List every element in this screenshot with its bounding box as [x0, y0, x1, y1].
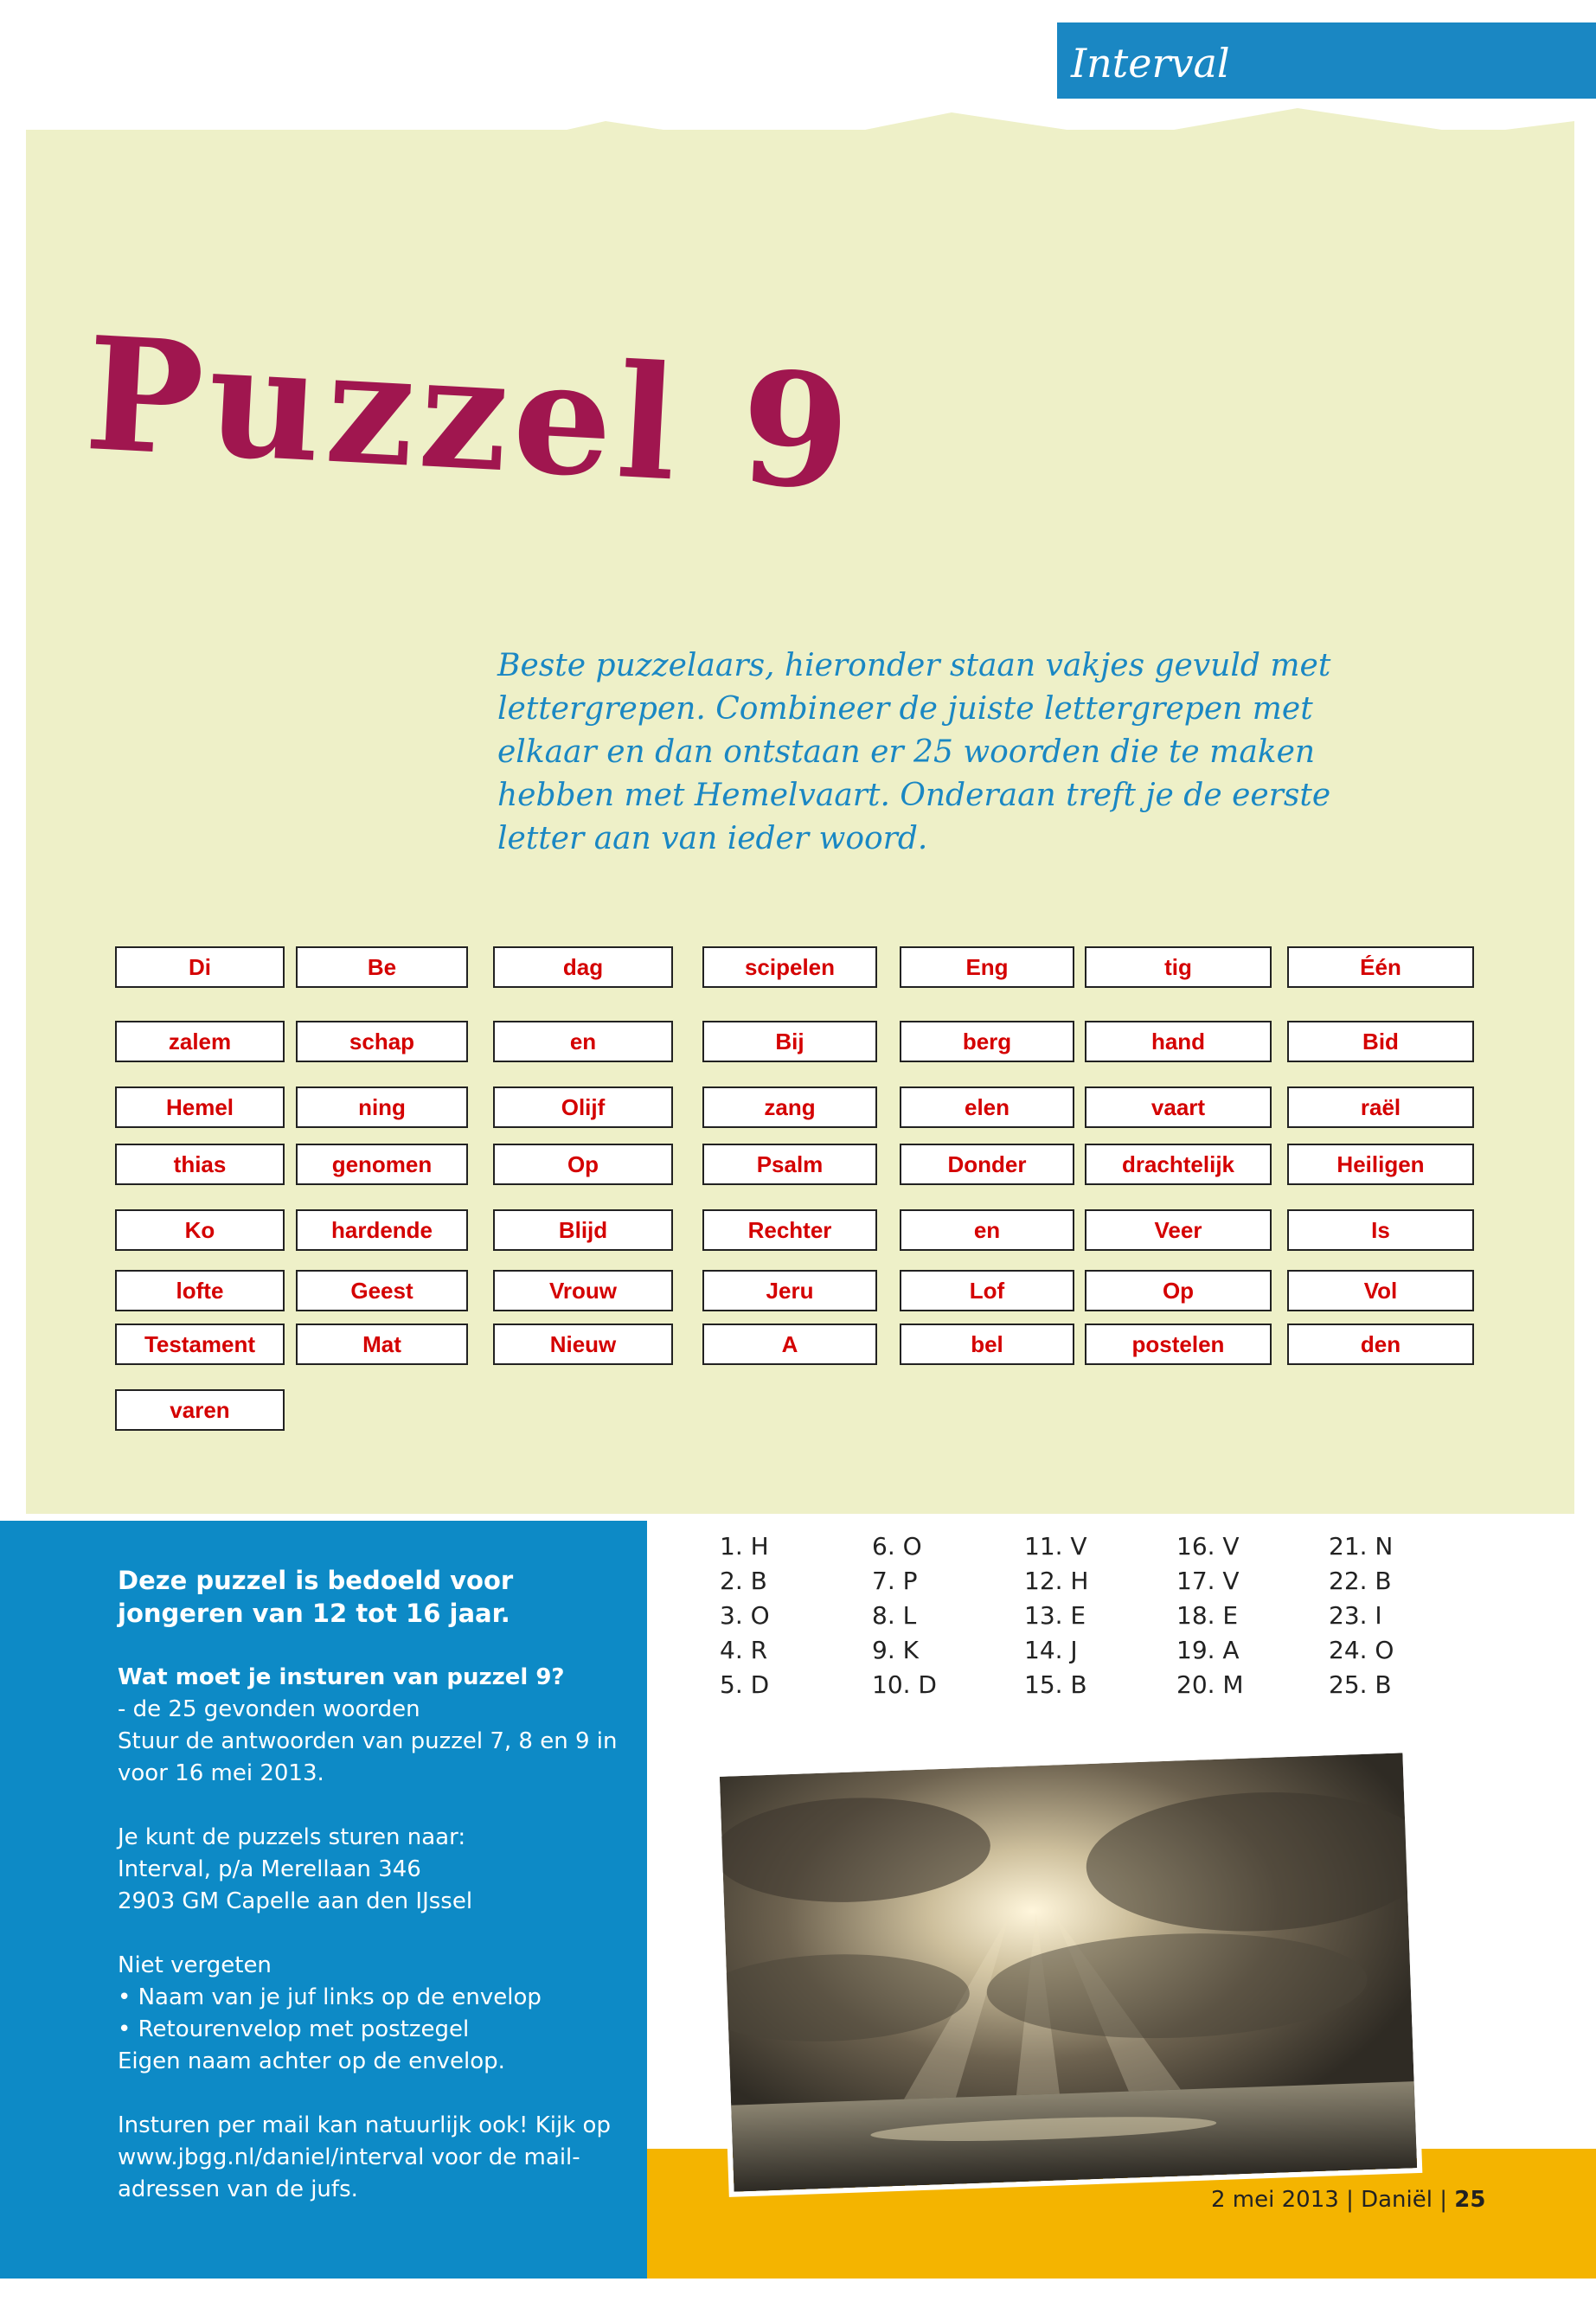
- answer-item: 18. E: [1176, 1601, 1239, 1630]
- answer-item: 12. H: [1024, 1567, 1089, 1595]
- syllable-cell: Vrouw: [493, 1270, 673, 1311]
- syllable-cell: vaart: [1085, 1086, 1272, 1128]
- syllable-cell: en: [493, 1021, 673, 1062]
- answer-item: 19. A: [1176, 1636, 1240, 1664]
- answer-item: 9. K: [872, 1636, 919, 1664]
- syllable-cell: varen: [115, 1389, 285, 1431]
- syllable-cell: drachtelijk: [1085, 1144, 1272, 1185]
- syllable-cell: Hemel: [115, 1086, 285, 1128]
- answer-item: 7. P: [872, 1567, 918, 1595]
- answers-col-3: [1024, 1529, 1088, 1702]
- syllable-cell: Donder: [900, 1144, 1074, 1185]
- answers-col-2: [872, 1529, 937, 1702]
- syllable-cell: schap: [296, 1021, 468, 1062]
- address-line-1: Interval, p/a Merellaan 346: [118, 1856, 421, 1882]
- syllable-cell: Lof: [900, 1270, 1074, 1311]
- syllable-cell: scipelen: [702, 946, 877, 988]
- page-number: 25: [1454, 2187, 1486, 2213]
- footer-separator: |: [1439, 2187, 1447, 2213]
- deadline-line-2: voor 16 mei 2013.: [118, 1760, 324, 1786]
- mail-line-3: adressen van de jufs.: [118, 2176, 358, 2202]
- answer-item: 8. L: [872, 1601, 917, 1630]
- syllable-cell: Heiligen: [1287, 1144, 1474, 1185]
- syllable-cell: Op: [1085, 1270, 1272, 1311]
- answer-item: 10. D: [872, 1670, 937, 1699]
- page-footer: [1211, 2187, 1485, 2213]
- syllable-cell: hardende: [296, 1209, 468, 1251]
- own-name: Eigen naam achter op de envelop.: [118, 2048, 505, 2074]
- syllable-cell: Rechter: [702, 1209, 877, 1251]
- bullet-2: • Retourenvelop met postzegel: [118, 2016, 470, 2042]
- syllable-cell: den: [1287, 1324, 1474, 1365]
- syllable-cell: A: [702, 1324, 877, 1365]
- answer-item: 6. O: [872, 1532, 922, 1561]
- answer-item: 2. B: [720, 1567, 767, 1595]
- remember-heading: Niet vergeten: [118, 1952, 272, 1978]
- answer-item: 16. V: [1176, 1532, 1240, 1561]
- syllable-cell: Jeru: [702, 1270, 877, 1311]
- answer-item: 22. B: [1329, 1567, 1392, 1595]
- answer-item: 25. B: [1329, 1670, 1392, 1699]
- info-text: [118, 1564, 637, 2206]
- syllable-cell: Is: [1287, 1209, 1474, 1251]
- bullet-1: • Naam van je juf links op de envelop: [118, 1984, 542, 2010]
- syllable-cell: tig: [1085, 946, 1272, 988]
- answers-col-5: [1329, 1529, 1394, 1702]
- syllable-cell: dag: [493, 946, 673, 988]
- syllable-cell: Be: [296, 946, 468, 988]
- syllable-cell: Bid: [1287, 1021, 1474, 1062]
- syllable-cell: elen: [900, 1086, 1074, 1128]
- syllable-cell: en: [900, 1209, 1074, 1251]
- footer-separator: |: [1346, 2187, 1354, 2213]
- page-title: Puzzel 9: [80, 303, 860, 526]
- syllable-cell: thias: [115, 1144, 285, 1185]
- syllable-cell: Olijf: [493, 1086, 673, 1128]
- address-line-2: 2903 GM Capelle aan den IJssel: [118, 1888, 473, 1914]
- syllable-cell: zang: [702, 1086, 877, 1128]
- question-heading: Wat moet je insturen van puzzel 9?: [118, 1664, 565, 1690]
- mail-line-1: Insturen per mail kan natuurlijk ook! Kijk op: [118, 2112, 611, 2138]
- deadline-line-1: Stuur de antwoorden van puzzel 7, 8 en 9 in: [118, 1728, 618, 1754]
- syllable-cell: Di: [115, 946, 285, 988]
- syllable-cell: lofte: [115, 1270, 285, 1311]
- answer-item: 17. V: [1176, 1567, 1240, 1595]
- answer-item: 1. H: [720, 1532, 769, 1561]
- section-header: [1057, 22, 1596, 99]
- answer-item: 21. N: [1329, 1532, 1394, 1561]
- syllable-cell: Veer: [1085, 1209, 1272, 1251]
- syllable-cell: berg: [900, 1021, 1074, 1062]
- syllable-cell: Eng: [900, 946, 1074, 988]
- answer-item: 4. R: [720, 1636, 768, 1664]
- answer-item: 14. J: [1024, 1636, 1078, 1664]
- syllable-cell: Nieuw: [493, 1324, 673, 1365]
- issue-date: 2 mei 2013: [1211, 2187, 1339, 2213]
- section-title: Interval: [1071, 40, 1230, 87]
- answer-item: 20. M: [1176, 1670, 1244, 1699]
- intro-text: Beste puzzelaars, hieronder staan vakjes gevuld met lettergrepen. Combineer de juiste lettergrepen met elkaar en dan ontstaan er 25 woorden die te maken hebben met Hemelvaart. Onderaan treft je de eerste letter aan van ieder woord.: [497, 648, 1331, 856]
- syllable-cell: Op: [493, 1144, 673, 1185]
- answer-item: 24. O: [1329, 1636, 1394, 1664]
- syllable-cell: Psalm: [702, 1144, 877, 1185]
- syllable-cell: zalem: [115, 1021, 285, 1062]
- syllable-cell: Testament: [115, 1324, 285, 1365]
- syllable-cell: postelen: [1085, 1324, 1272, 1365]
- syllable-cell: Één: [1287, 946, 1474, 988]
- syllable-cell: Bij: [702, 1021, 877, 1062]
- audience-text: Deze puzzel is bedoeld voor jongeren van 12 tot 16 jaar.: [118, 1566, 514, 1628]
- syllable-cell: Mat: [296, 1324, 468, 1365]
- sky-photo: [720, 1753, 1417, 2191]
- answer-item: 15. B: [1024, 1670, 1087, 1699]
- syllable-cell: bel: [900, 1324, 1074, 1365]
- send-to: Je kunt de puzzels sturen naar:: [118, 1824, 466, 1850]
- syllable-cell: Blijd: [493, 1209, 673, 1251]
- syllable-cell: hand: [1085, 1021, 1272, 1062]
- question-item: - de 25 gevonden woorden: [118, 1696, 420, 1722]
- syllable-cell: genomen: [296, 1144, 468, 1185]
- syllable-cell: Vol: [1287, 1270, 1474, 1311]
- answers-col-4: [1176, 1529, 1244, 1702]
- torn-paper-edge: [0, 104, 1596, 208]
- answer-item: 23. I: [1329, 1601, 1382, 1630]
- answer-item: 3. O: [720, 1601, 770, 1630]
- syllable-cell: raël: [1287, 1086, 1474, 1128]
- answer-item: 5. D: [720, 1670, 770, 1699]
- answer-item: 13. E: [1024, 1601, 1086, 1630]
- syllable-cell: Ko: [115, 1209, 285, 1251]
- syllable-cell: ning: [296, 1086, 468, 1128]
- mail-line-2: www.jbgg.nl/daniel/interval voor de mail-: [118, 2144, 580, 2170]
- magazine-name: Daniël: [1361, 2187, 1433, 2213]
- answers-col-1: [720, 1529, 770, 1702]
- syllable-cell: Geest: [296, 1270, 468, 1311]
- answer-item: 11. V: [1024, 1532, 1087, 1561]
